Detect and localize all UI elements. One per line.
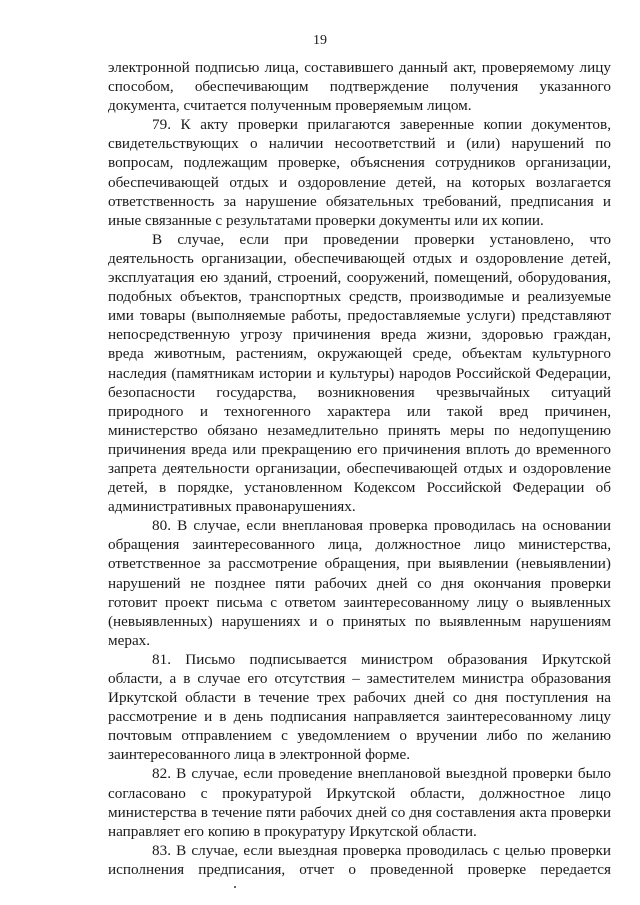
paragraph-continued: электронной подписью лица, составившего данный акт, проверяемому лицу способом, обеспечивающим подтверждение получения указанного документа, считается полученным проверяемым лицом. (108, 59, 611, 115)
scan-speck (234, 886, 236, 888)
page-number: 19 (313, 33, 327, 48)
paragraph-81: 81. Письмо подписывается министром образования Иркутской области, а в случае его отсутствия – заместителем министра образования Иркутской области в течение трех рабочих дней со дня поступления на рассмотрение и в день подписания направляется заинтересованному лицу почтовым отправлением с уведомлением о вручении либо по желанию заинтересованного лица в электронной форме. (108, 650, 611, 764)
paragraph-82: 82. В случае, если проведение внеплановой выездной проверки было согласовано с прокуратурой Иркутской области, должностное лицо министерства в течение пяти рабочих дней со дня составления акта проверки направляет его копию в прокуратуру Иркутской области. (108, 765, 611, 840)
paragraph-79-hazard: В случае, если при проведении проверки установлено, что деятельность организации, обеспечивающей отдых и оздоровление детей, эксплуатация ею зданий, строений, сооружений, помещений, оборудования, подобных объектов, транспортных средств, производимые и реализуемые ими товары (выполняемые работы, предоставляемые услуги) представляют непосредственную угрозу причинения вреда жизни, здоровью граждан, вреда животным, растениям, окружающей среде, объектам культурного наследия (памятникам истории и культуры) народов Российской Федерации, безопасности государства, возникновения чрезвычайных ситуаций природного и техногенного характера или такой вред причинен, министерство обязано незамедлительно принять меры по недопущению причинения вреда или прекращению его причинения вплоть до временного запрета деятельности организации, обеспечивающей отдых и оздоровление детей, в порядке, установленном Кодексом Российской Федерации об административных правонарушениях. (108, 230, 611, 516)
paragraph-79: 79. К акту проверки прилагаются заверенные копии документов, свидетельствующих о наличии несоответствий и (или) нарушений по вопросам, подлежащим проверке, объяснения сотрудников организации, обеспечивающей отдых и оздоровление детей, на которых возлагается ответственность за нарушение обязательных требований, предписания и иные связанные с результатами проверки документы или их копии. (108, 116, 611, 229)
paragraph-80: 80. В случае, если внеплановая проверка проводилась на основании обращения заинтересованного лица, должностное лицо министерства, ответственное за рассмотрение обращения, при выявлении (невыявлении) нарушений не позднее пяти рабочих дней со дня окончания проверки готовит проект письма с ответом заинтересованному лицу о выявленных (невыявленных) нарушениях и о принятых по выявленным нарушениям мерах. (108, 517, 611, 649)
document-body (108, 58, 611, 879)
paragraph-83: 83. В случае, если выездная проверка проводилась с целью проверки исполнения предписания, отчет о проведенной проверке передается (108, 841, 611, 878)
